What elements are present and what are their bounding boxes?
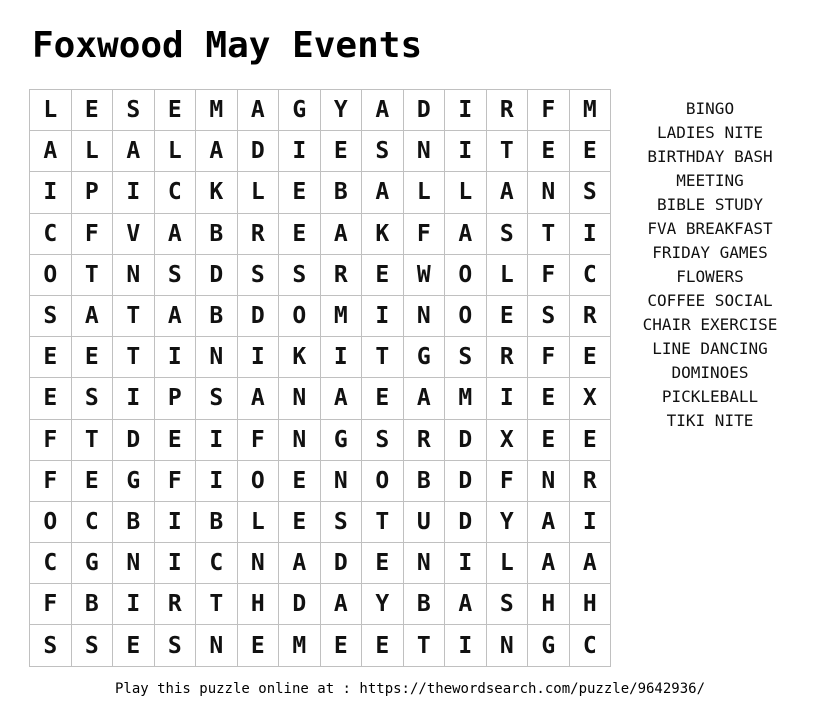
grid-cell[interactable]: A: [155, 214, 197, 255]
grid-cell[interactable]: F: [528, 337, 570, 378]
grid-cell[interactable]: I: [570, 214, 612, 255]
grid-cell[interactable]: N: [487, 625, 529, 666]
grid-cell[interactable]: E: [72, 90, 114, 131]
grid-cell[interactable]: I: [113, 172, 155, 213]
grid-cell[interactable]: F: [487, 461, 529, 502]
grid-cell[interactable]: F: [238, 420, 280, 461]
grid-cell[interactable]: O: [362, 461, 404, 502]
grid-cell[interactable]: D: [404, 90, 446, 131]
grid-cell[interactable]: I: [279, 131, 321, 172]
grid-cell[interactable]: E: [362, 543, 404, 584]
grid-cell[interactable]: N: [404, 131, 446, 172]
grid-cell[interactable]: D: [321, 543, 363, 584]
grid-cell[interactable]: S: [362, 420, 404, 461]
grid-cell[interactable]: I: [445, 543, 487, 584]
grid-cell[interactable]: F: [528, 90, 570, 131]
grid-cell[interactable]: I: [487, 378, 529, 419]
grid-cell[interactable]: D: [113, 420, 155, 461]
grid-cell[interactable]: M: [279, 625, 321, 666]
grid-cell[interactable]: V: [113, 214, 155, 255]
grid-cell[interactable]: X: [570, 378, 612, 419]
grid-cell[interactable]: I: [445, 90, 487, 131]
grid-cell[interactable]: I: [113, 378, 155, 419]
grid-cell[interactable]: N: [404, 296, 446, 337]
grid-cell[interactable]: Y: [321, 90, 363, 131]
grid-cell[interactable]: R: [570, 461, 612, 502]
grid-cell[interactable]: H: [570, 584, 612, 625]
grid-cell[interactable]: P: [72, 172, 114, 213]
word-list-item: LINE DANCING: [652, 339, 768, 358]
grid-cell[interactable]: K: [279, 337, 321, 378]
grid-cell[interactable]: H: [238, 584, 280, 625]
grid-cell[interactable]: R: [487, 90, 529, 131]
grid-cell[interactable]: E: [528, 131, 570, 172]
grid-cell[interactable]: M: [445, 378, 487, 419]
grid-cell[interactable]: A: [362, 90, 404, 131]
grid-cell[interactable]: T: [196, 584, 238, 625]
grid-cell[interactable]: H: [528, 584, 570, 625]
grid-cell[interactable]: E: [155, 90, 197, 131]
grid-cell[interactable]: M: [321, 296, 363, 337]
grid-cell[interactable]: N: [113, 543, 155, 584]
page-title: Foxwood May Events: [32, 25, 423, 66]
grid-cell[interactable]: S: [445, 337, 487, 378]
grid-cell[interactable]: L: [445, 172, 487, 213]
grid-cell[interactable]: E: [570, 337, 612, 378]
grid-cell[interactable]: O: [279, 296, 321, 337]
word-list-item: MEETING: [676, 171, 744, 190]
grid-cell[interactable]: C: [30, 214, 72, 255]
grid-cell[interactable]: S: [362, 131, 404, 172]
grid-cell[interactable]: L: [72, 131, 114, 172]
word-list-item: DOMINOES: [671, 363, 749, 382]
grid-cell[interactable]: E: [362, 625, 404, 666]
grid-cell[interactable]: G: [113, 461, 155, 502]
grid-cell[interactable]: E: [279, 214, 321, 255]
grid-cell[interactable]: Y: [487, 502, 529, 543]
grid-cell[interactable]: L: [487, 255, 529, 296]
grid-cell[interactable]: N: [113, 255, 155, 296]
grid-cell[interactable]: N: [404, 543, 446, 584]
grid-cell[interactable]: S: [528, 296, 570, 337]
grid-cell[interactable]: A: [321, 584, 363, 625]
grid-cell[interactable]: E: [72, 461, 114, 502]
grid-cell[interactable]: M: [570, 90, 612, 131]
grid-cell[interactable]: O: [238, 461, 280, 502]
grid-cell[interactable]: L: [238, 172, 280, 213]
grid-cell[interactable]: R: [404, 420, 446, 461]
grid-cell[interactable]: T: [362, 502, 404, 543]
grid-cell[interactable]: E: [30, 378, 72, 419]
grid-cell[interactable]: D: [238, 296, 280, 337]
grid-cell[interactable]: E: [279, 502, 321, 543]
grid-cell[interactable]: R: [155, 584, 197, 625]
grid-cell[interactable]: L: [30, 90, 72, 131]
word-list-item: BIBLE STUDY: [657, 195, 763, 214]
grid-cell[interactable]: E: [570, 131, 612, 172]
grid-cell[interactable]: N: [196, 625, 238, 666]
grid-cell[interactable]: O: [30, 255, 72, 296]
grid-cell[interactable]: A: [487, 172, 529, 213]
grid-cell[interactable]: A: [196, 131, 238, 172]
grid-cell[interactable]: G: [528, 625, 570, 666]
grid-cell[interactable]: E: [487, 296, 529, 337]
grid-cell[interactable]: M: [196, 90, 238, 131]
footer-link-text: Play this puzzle online at : https://thewordsearch.com/puzzle/9642936/: [114, 681, 705, 697]
word-list-item: PICKLEBALL: [661, 387, 759, 406]
grid-cell[interactable]: E: [321, 625, 363, 666]
grid-cell[interactable]: I: [445, 625, 487, 666]
grid-cell[interactable]: C: [30, 543, 72, 584]
grid-cell[interactable]: S: [30, 296, 72, 337]
word-list-item: FVA BREAKFAST: [647, 219, 773, 238]
grid-cell[interactable]: E: [279, 461, 321, 502]
grid-cell[interactable]: T: [113, 337, 155, 378]
grid-cell[interactable]: C: [570, 625, 612, 666]
grid-cell[interactable]: A: [155, 296, 197, 337]
grid-cell[interactable]: I: [445, 131, 487, 172]
grid-cell[interactable]: S: [196, 378, 238, 419]
grid-cell[interactable]: C: [155, 172, 197, 213]
grid-cell[interactable]: D: [445, 502, 487, 543]
grid-cell[interactable]: N: [528, 172, 570, 213]
grid-cell[interactable]: A: [528, 543, 570, 584]
grid-cell[interactable]: R: [487, 337, 529, 378]
grid-cell[interactable]: B: [196, 296, 238, 337]
grid-cell[interactable]: F: [155, 461, 197, 502]
grid-cell[interactable]: C: [72, 502, 114, 543]
grid-cell[interactable]: D: [196, 255, 238, 296]
grid-cell[interactable]: C: [196, 543, 238, 584]
grid-cell[interactable]: O: [30, 502, 72, 543]
grid-cell[interactable]: K: [196, 172, 238, 213]
word-list-item: FLOWERS: [676, 267, 744, 286]
grid-cell[interactable]: E: [362, 378, 404, 419]
grid-cell[interactable]: A: [404, 378, 446, 419]
grid-cell[interactable]: L: [487, 543, 529, 584]
grid-cell[interactable]: S: [155, 255, 197, 296]
grid-cell[interactable]: S: [487, 214, 529, 255]
grid-cell[interactable]: A: [113, 131, 155, 172]
grid-cell[interactable]: G: [404, 337, 446, 378]
grid-cell[interactable]: B: [404, 584, 446, 625]
word-list-item: CHAIR EXERCISE: [642, 315, 778, 334]
grid-cell[interactable]: D: [445, 461, 487, 502]
grid-cell[interactable]: E: [113, 625, 155, 666]
grid-cell[interactable]: A: [279, 543, 321, 584]
grid-cell[interactable]: E: [279, 172, 321, 213]
grid-cell[interactable]: W: [404, 255, 446, 296]
grid-cell[interactable]: E: [155, 420, 197, 461]
grid-cell[interactable]: A: [238, 378, 280, 419]
grid-cell[interactable]: D: [445, 420, 487, 461]
word-list: [630, 97, 790, 433]
grid-cell[interactable]: I: [570, 502, 612, 543]
grid-cell[interactable]: B: [72, 584, 114, 625]
grid-cell[interactable]: I: [113, 584, 155, 625]
grid-cell[interactable]: I: [321, 337, 363, 378]
grid-cell[interactable]: T: [362, 337, 404, 378]
grid-cell[interactable]: A: [30, 131, 72, 172]
grid-cell[interactable]: U: [404, 502, 446, 543]
grid-cell[interactable]: S: [279, 255, 321, 296]
grid-cell[interactable]: E: [528, 420, 570, 461]
grid-cell[interactable]: T: [487, 131, 529, 172]
grid-cell[interactable]: A: [362, 172, 404, 213]
grid-cell[interactable]: A: [238, 90, 280, 131]
grid-cell[interactable]: R: [238, 214, 280, 255]
grid-cell[interactable]: I: [30, 172, 72, 213]
grid-cell[interactable]: A: [445, 214, 487, 255]
grid-cell[interactable]: E: [30, 337, 72, 378]
grid-cell[interactable]: F: [30, 461, 72, 502]
grid-cell[interactable]: Y: [362, 584, 404, 625]
grid-cell[interactable]: I: [155, 502, 197, 543]
grid-cell[interactable]: N: [321, 461, 363, 502]
grid-cell[interactable]: T: [528, 214, 570, 255]
grid-cell[interactable]: K: [362, 214, 404, 255]
grid-cell[interactable]: O: [445, 296, 487, 337]
grid-cell[interactable]: B: [196, 214, 238, 255]
grid-cell[interactable]: B: [196, 502, 238, 543]
grid-cell[interactable]: S: [155, 625, 197, 666]
grid-cell[interactable]: F: [30, 584, 72, 625]
grid-cell[interactable]: O: [445, 255, 487, 296]
grid-cell[interactable]: A: [321, 378, 363, 419]
word-list-item: TIKI NITE: [666, 411, 754, 430]
grid-cell[interactable]: E: [570, 420, 612, 461]
grid-cell[interactable]: L: [155, 131, 197, 172]
grid-cell[interactable]: N: [279, 420, 321, 461]
grid-cell[interactable]: B: [404, 461, 446, 502]
grid-cell[interactable]: F: [404, 214, 446, 255]
grid-cell[interactable]: S: [570, 172, 612, 213]
grid-cell[interactable]: N: [238, 543, 280, 584]
grid-cell[interactable]: S: [72, 378, 114, 419]
grid-cell[interactable]: X: [487, 420, 529, 461]
word-list-item: COFFEE SOCIAL: [647, 291, 773, 310]
grid-cell[interactable]: P: [155, 378, 197, 419]
grid-cell[interactable]: F: [72, 214, 114, 255]
grid-cell[interactable]: E: [362, 255, 404, 296]
grid-cell[interactable]: D: [279, 584, 321, 625]
grid-cell[interactable]: C: [570, 255, 612, 296]
grid-cell[interactable]: S: [321, 502, 363, 543]
grid-cell[interactable]: A: [72, 296, 114, 337]
grid-cell[interactable]: T: [113, 296, 155, 337]
word-list-item: BINGO: [685, 99, 735, 118]
grid-cell[interactable]: S: [72, 625, 114, 666]
grid-cell[interactable]: D: [238, 131, 280, 172]
word-list-item: LADIES NITE: [657, 123, 763, 142]
word-list-item: BIRTHDAY BASH: [647, 147, 773, 166]
grid-cell[interactable]: G: [72, 543, 114, 584]
letter-grid: [29, 89, 611, 667]
grid-cell[interactable]: E: [321, 131, 363, 172]
grid-cell[interactable]: I: [196, 461, 238, 502]
word-list-item: FRIDAY GAMES: [652, 243, 768, 262]
grid-cell[interactable]: G: [321, 420, 363, 461]
grid-cell[interactable]: S: [113, 90, 155, 131]
grid-cell[interactable]: L: [238, 502, 280, 543]
grid-cell[interactable]: I: [362, 296, 404, 337]
grid-cell[interactable]: A: [528, 502, 570, 543]
grid-cell[interactable]: I: [196, 420, 238, 461]
grid-cell[interactable]: E: [238, 625, 280, 666]
grid-cell[interactable]: R: [570, 296, 612, 337]
grid-cell[interactable]: A: [321, 214, 363, 255]
grid-cell[interactable]: N: [528, 461, 570, 502]
grid-cell[interactable]: R: [321, 255, 363, 296]
grid-cell[interactable]: B: [321, 172, 363, 213]
grid-cell[interactable]: I: [155, 337, 197, 378]
grid-cell[interactable]: I: [238, 337, 280, 378]
grid-cell[interactable]: E: [528, 378, 570, 419]
grid-cell[interactable]: A: [570, 543, 612, 584]
grid-cell[interactable]: S: [30, 625, 72, 666]
grid-cell[interactable]: S: [238, 255, 280, 296]
grid-cell[interactable]: T: [404, 625, 446, 666]
grid-cell[interactable]: L: [404, 172, 446, 213]
grid-cell[interactable]: B: [113, 502, 155, 543]
grid-cell[interactable]: S: [487, 584, 529, 625]
grid-cell[interactable]: T: [72, 255, 114, 296]
grid-cell[interactable]: E: [72, 337, 114, 378]
grid-cell[interactable]: I: [155, 543, 197, 584]
grid-cell[interactable]: T: [72, 420, 114, 461]
grid-cell[interactable]: N: [279, 378, 321, 419]
grid-cell[interactable]: F: [528, 255, 570, 296]
grid-cell[interactable]: A: [445, 584, 487, 625]
grid-cell[interactable]: N: [196, 337, 238, 378]
grid-cell[interactable]: F: [30, 420, 72, 461]
grid-cell[interactable]: G: [279, 90, 321, 131]
